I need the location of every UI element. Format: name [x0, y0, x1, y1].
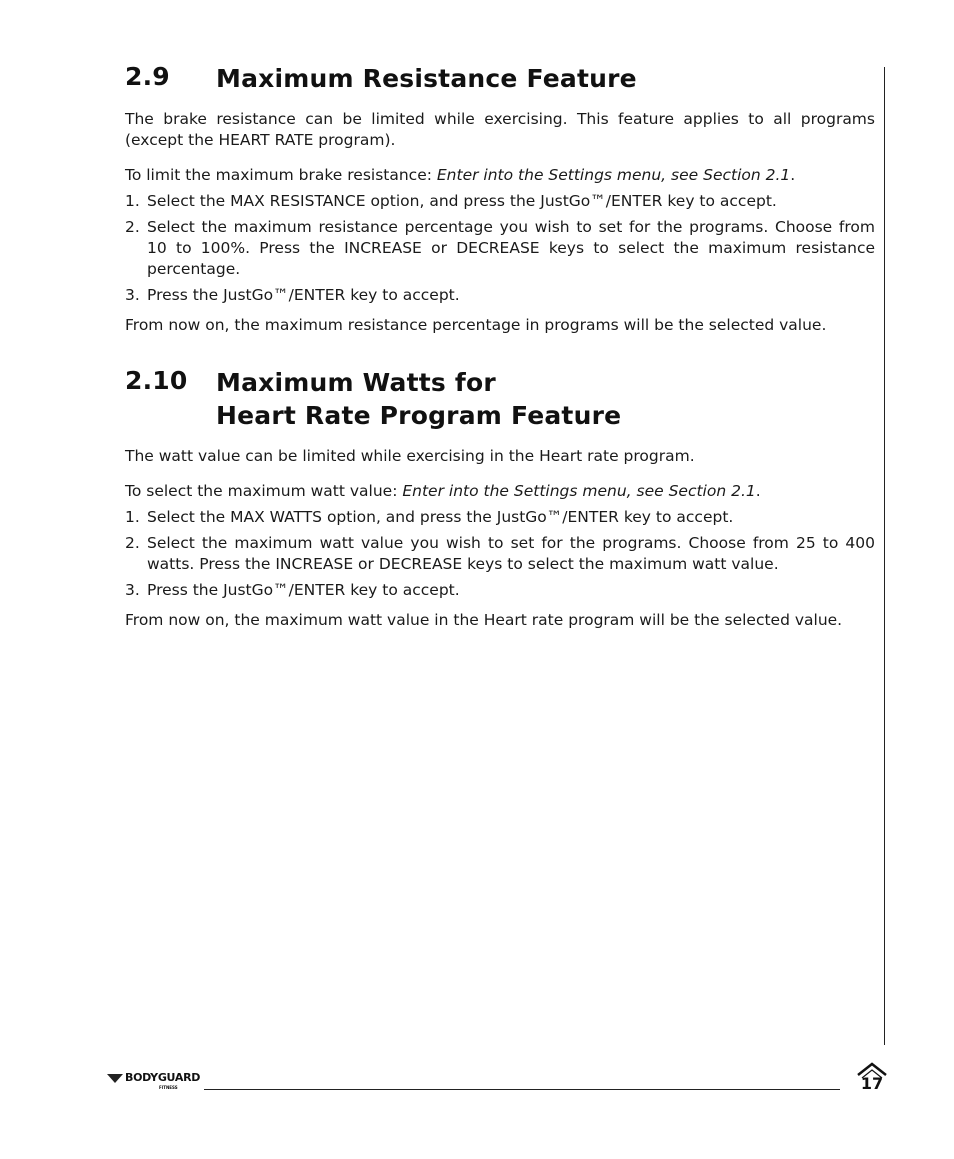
page-number-badge [855, 1061, 889, 1095]
section-2-10-lead [125, 481, 875, 502]
section-2-9-intro: The brake resistance can be limited while exercising. This feature applies to all programs (except the HEART RATE program). [125, 110, 875, 149]
step-text: Press the JustGo™/ENTER key to accept. [147, 286, 460, 304]
list-item [125, 533, 875, 575]
section-title [216, 366, 621, 432]
step-number: 2. [125, 218, 140, 236]
logo-subtitle: FITNESS [159, 1085, 178, 1090]
section-2-9-heading [125, 62, 875, 95]
page-content [125, 62, 875, 631]
list-item [125, 507, 875, 528]
lead-end: . [755, 482, 761, 500]
logo-wordmark: BODYGUARD [125, 1071, 201, 1084]
step-text: Select the MAX WATTS option, and press the JustGo™/ENTER key to accept. [147, 508, 734, 526]
list-item [125, 191, 875, 212]
section-title-line-2: Heart Rate Program Feature [216, 401, 622, 430]
step-number: 3. [125, 286, 140, 304]
section-number: 2.9 [125, 62, 170, 91]
step-number: 1. [125, 192, 140, 210]
section-2-10-closing: From now on, the maximum watt value in the Heart rate program will be the selected value. [125, 611, 843, 629]
step-text: Select the maximum watt value you wish to set for the programs. Choose from 25 to 400 watts. Press the INCREASE or DECREASE keys to select the maximum watt value. [147, 534, 875, 573]
step-number: 3. [125, 581, 140, 599]
step-text: Select the MAX RESISTANCE option, and press the JustGo™/ENTER key to accept. [147, 192, 777, 210]
section-2-9-steps [125, 191, 875, 306]
step-text: Select the maximum resistance percentage you wish to set for the programs. Choose from 10 to 100%. Press the INCREASE or DECREASE keys to select the maximum resistance percentage. [147, 218, 875, 278]
list-item [125, 217, 875, 280]
step-number: 2. [125, 534, 140, 552]
section-2-9-lead [125, 165, 875, 186]
section-2-10-heading [125, 366, 875, 432]
section-title-line-1: Maximum Watts for [216, 368, 496, 397]
footer-rule [204, 1089, 840, 1090]
list-item [125, 285, 875, 306]
lead-reference: Enter into the Settings menu, see Section 2.1 [402, 482, 756, 500]
shield-icon [107, 1074, 123, 1083]
section-2-9-closing: From now on, the maximum resistance percentage in programs will be the selected value. [125, 316, 827, 334]
bodyguard-logo [107, 1071, 201, 1090]
vertical-margin-rule [884, 67, 885, 1045]
lead-reference: Enter into the Settings menu, see Section 2.1 [436, 166, 791, 184]
page-number: 17 [860, 1074, 884, 1093]
section-2-10-intro: The watt value can be limited while exercising in the Heart rate program. [125, 447, 695, 465]
section-2-10-steps [125, 507, 875, 601]
section-title: Maximum Resistance Feature [216, 64, 637, 93]
lead-end: . [790, 166, 796, 184]
lead-text: To limit the maximum brake resistance: [125, 166, 437, 184]
section-number: 2.10 [125, 366, 188, 395]
step-number: 1. [125, 508, 140, 526]
step-text: Press the JustGo™/ENTER key to accept. [147, 581, 460, 599]
lead-text: To select the maximum watt value: [125, 482, 403, 500]
list-item [125, 580, 875, 601]
